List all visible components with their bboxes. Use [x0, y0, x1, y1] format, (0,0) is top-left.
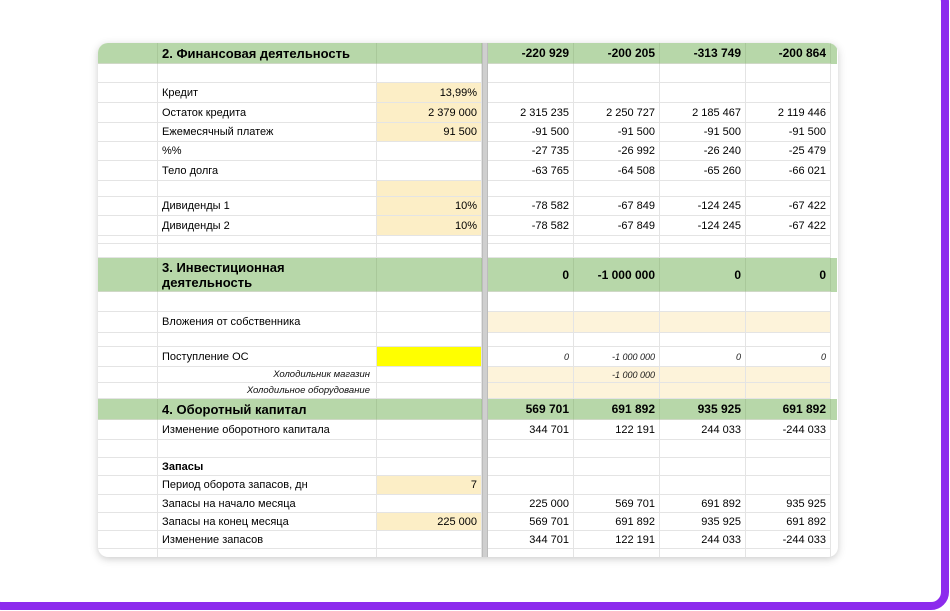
data-cell[interactable]: -244 033	[746, 531, 831, 549]
label-cell[interactable]	[158, 440, 377, 458]
frozen-pane-divider[interactable]	[482, 43, 488, 557]
row-gutter-cell[interactable]	[98, 258, 158, 292]
input-value-cell[interactable]: 7	[377, 476, 482, 495]
table-row	[98, 216, 838, 236]
data-cell[interactable]	[488, 476, 574, 495]
row-gutter-cell[interactable]	[98, 333, 158, 347]
row-gutter-cell[interactable]	[98, 476, 158, 495]
spreadsheet-grid	[98, 43, 838, 557]
table-row	[98, 161, 838, 181]
data-cell[interactable]: -91 500	[660, 123, 746, 142]
data-cell[interactable]: 691 892	[660, 495, 746, 513]
data-cell[interactable]: -67 422	[746, 197, 831, 216]
input-value-cell[interactable]	[377, 549, 482, 557]
input-value-cell[interactable]	[377, 312, 482, 333]
table-row	[98, 244, 838, 258]
data-cell[interactable]	[746, 549, 831, 557]
row-gutter-cell[interactable]	[98, 367, 158, 383]
data-cell[interactable]	[746, 83, 831, 103]
data-cell[interactable]	[488, 383, 574, 399]
row-gutter-cell[interactable]	[98, 142, 158, 161]
row-gutter-cell[interactable]	[98, 197, 158, 216]
data-cell[interactable]: 225 000	[488, 495, 574, 513]
edge-filler	[831, 123, 837, 142]
edge-filler	[831, 64, 837, 83]
data-cell[interactable]	[574, 83, 660, 103]
data-cell[interactable]: 691 892	[574, 399, 660, 420]
row-gutter-cell[interactable]	[98, 236, 158, 244]
data-cell[interactable]	[746, 367, 831, 383]
data-cell[interactable]	[660, 83, 746, 103]
section-row	[98, 399, 838, 420]
data-cell[interactable]: 935 925	[660, 513, 746, 531]
data-cell[interactable]: 122 191	[574, 531, 660, 549]
table-row	[98, 181, 838, 197]
edge-filler	[831, 458, 837, 476]
table-row	[98, 103, 838, 123]
data-cell[interactable]	[488, 440, 574, 458]
label-cell[interactable]: Запасы	[158, 458, 377, 476]
row-gutter-cell[interactable]	[98, 43, 158, 64]
edge-filler	[831, 531, 837, 549]
data-cell[interactable]: 569 701	[488, 399, 574, 420]
data-cell[interactable]: -67 849	[574, 197, 660, 216]
data-cell[interactable]	[746, 244, 831, 258]
data-cell[interactable]: 344 701	[488, 420, 574, 440]
edge-filler	[831, 399, 837, 420]
label-cell[interactable]: Холодильник магазин	[158, 367, 377, 383]
label-cell[interactable]: Дивиденды 1	[158, 197, 377, 216]
edge-filler	[831, 495, 837, 513]
edge-filler	[831, 420, 837, 440]
edge-filler	[831, 197, 837, 216]
data-cell[interactable]	[746, 440, 831, 458]
input-value-cell[interactable]	[377, 531, 482, 549]
data-cell[interactable]: -67 849	[574, 216, 660, 236]
table-row	[98, 458, 838, 476]
table-row	[98, 83, 838, 103]
edge-filler	[831, 312, 837, 333]
data-cell[interactable]	[574, 236, 660, 244]
data-cell[interactable]	[660, 64, 746, 83]
data-cell[interactable]	[488, 312, 574, 333]
input-value-cell[interactable]	[377, 161, 482, 181]
label-cell[interactable]: Тело долга	[158, 161, 377, 181]
data-cell[interactable]: -200 205	[574, 43, 660, 64]
data-cell[interactable]: -91 500	[574, 123, 660, 142]
edge-filler	[831, 216, 837, 236]
data-cell[interactable]	[574, 292, 660, 312]
row-gutter-cell[interactable]	[98, 399, 158, 420]
edge-filler	[831, 236, 837, 244]
data-cell[interactable]: -67 422	[746, 216, 831, 236]
label-cell[interactable]	[158, 333, 377, 347]
data-cell[interactable]: 935 925	[660, 399, 746, 420]
table-row	[98, 123, 838, 142]
data-cell[interactable]: -63 765	[488, 161, 574, 181]
input-value-cell[interactable]	[377, 64, 482, 83]
section-title-cell[interactable]: 2. Финансовая деятельность	[158, 43, 377, 64]
table-row	[98, 292, 838, 312]
input-value-cell[interactable]	[377, 258, 482, 292]
data-cell[interactable]	[574, 440, 660, 458]
data-cell[interactable]: -64 508	[574, 161, 660, 181]
label-cell[interactable]: Период оборота запасов, дн	[158, 476, 377, 495]
data-cell[interactable]	[746, 476, 831, 495]
label-cell[interactable]: Запасы на начало месяца	[158, 495, 377, 513]
data-cell[interactable]	[574, 333, 660, 347]
data-cell[interactable]: 122 191	[574, 420, 660, 440]
data-cell[interactable]	[746, 236, 831, 244]
data-cell[interactable]	[574, 181, 660, 197]
data-cell[interactable]: -124 245	[660, 197, 746, 216]
label-cell[interactable]: Холодильное оборудование	[158, 383, 377, 399]
data-cell[interactable]: -25 479	[746, 142, 831, 161]
data-cell[interactable]: 569 701	[574, 495, 660, 513]
data-cell[interactable]: 0	[660, 258, 746, 292]
input-value-cell[interactable]: 10%	[377, 216, 482, 236]
data-cell[interactable]	[660, 244, 746, 258]
row-gutter-cell[interactable]	[98, 312, 158, 333]
label-cell[interactable]	[158, 244, 377, 258]
highlighted-input-cell[interactable]	[377, 347, 482, 367]
table-row	[98, 312, 838, 333]
edge-filler	[831, 43, 837, 64]
row-gutter-cell[interactable]	[98, 440, 158, 458]
data-cell[interactable]: 935 925	[746, 495, 831, 513]
label-cell[interactable]	[158, 292, 377, 312]
data-cell[interactable]	[746, 333, 831, 347]
row-gutter-cell[interactable]	[98, 64, 158, 83]
input-value-cell[interactable]: 91 500	[377, 123, 482, 142]
table-row	[98, 367, 838, 383]
label-cell[interactable]	[158, 181, 377, 197]
data-cell[interactable]	[488, 236, 574, 244]
input-value-cell[interactable]: 225 000	[377, 513, 482, 531]
data-cell[interactable]	[574, 312, 660, 333]
data-cell[interactable]	[660, 312, 746, 333]
edge-filler	[831, 142, 837, 161]
edge-filler	[831, 549, 837, 557]
input-value-cell[interactable]	[377, 399, 482, 420]
input-value-cell[interactable]	[377, 333, 482, 347]
data-cell[interactable]: -27 735	[488, 142, 574, 161]
data-cell[interactable]	[746, 458, 831, 476]
input-value-cell[interactable]	[377, 244, 482, 258]
row-gutter-cell[interactable]	[98, 292, 158, 312]
row-gutter-cell[interactable]	[98, 244, 158, 258]
data-cell[interactable]: -220 929	[488, 43, 574, 64]
table-row	[98, 495, 838, 513]
label-cell[interactable]: Вложения от собственника	[158, 312, 377, 333]
data-cell[interactable]	[488, 333, 574, 347]
edge-filler	[831, 333, 837, 347]
data-cell[interactable]: 0	[660, 347, 746, 367]
input-value-cell[interactable]	[377, 367, 482, 383]
label-cell[interactable]: Кредит	[158, 83, 377, 103]
input-value-cell[interactable]: 10%	[377, 197, 482, 216]
data-cell[interactable]	[746, 181, 831, 197]
input-value-cell[interactable]	[377, 440, 482, 458]
edge-filler	[831, 161, 837, 181]
row-gutter-cell[interactable]	[98, 83, 158, 103]
data-cell[interactable]: 244 033	[660, 531, 746, 549]
table-row	[98, 383, 838, 399]
table-row	[98, 64, 838, 83]
row-gutter-cell[interactable]	[98, 495, 158, 513]
edge-filler	[831, 83, 837, 103]
data-cell[interactable]	[574, 383, 660, 399]
input-value-cell[interactable]	[377, 236, 482, 244]
data-cell[interactable]: -91 500	[746, 123, 831, 142]
data-cell[interactable]	[574, 549, 660, 557]
label-cell[interactable]: Изменение оборотного капитала	[158, 420, 377, 440]
data-cell[interactable]	[574, 244, 660, 258]
data-cell[interactable]: 0	[488, 258, 574, 292]
label-cell[interactable]: Ежемесячный платеж	[158, 123, 377, 142]
label-cell[interactable]: Остаток кредита	[158, 103, 377, 123]
data-cell[interactable]	[660, 367, 746, 383]
data-cell[interactable]	[660, 181, 746, 197]
data-cell[interactable]: 2 119 446	[746, 103, 831, 123]
row-gutter-cell[interactable]	[98, 549, 158, 557]
label-cell[interactable]: Дивиденды 2	[158, 216, 377, 236]
row-gutter-cell[interactable]	[98, 347, 158, 367]
table-row	[98, 420, 838, 440]
data-cell[interactable]: 691 892	[746, 513, 831, 531]
data-cell[interactable]	[746, 292, 831, 312]
data-cell[interactable]: -78 582	[488, 197, 574, 216]
data-cell[interactable]	[488, 181, 574, 197]
data-cell[interactable]: 2 185 467	[660, 103, 746, 123]
row-gutter-cell[interactable]	[98, 383, 158, 399]
label-cell[interactable]: %%	[158, 142, 377, 161]
data-cell[interactable]: -65 260	[660, 161, 746, 181]
data-cell[interactable]	[746, 64, 831, 83]
data-cell[interactable]: 0	[488, 347, 574, 367]
edge-filler	[831, 258, 837, 292]
row-gutter-cell[interactable]	[98, 161, 158, 181]
edge-filler	[831, 244, 837, 258]
input-value-cell[interactable]	[377, 142, 482, 161]
edge-filler	[831, 181, 837, 197]
data-cell[interactable]	[488, 367, 574, 383]
input-value-cell[interactable]	[377, 458, 482, 476]
data-cell[interactable]	[660, 292, 746, 312]
label-cell[interactable]: Изменение запасов	[158, 531, 377, 549]
edge-filler	[831, 103, 837, 123]
input-value-cell[interactable]	[377, 495, 482, 513]
table-row	[98, 333, 838, 347]
input-value-cell[interactable]	[377, 420, 482, 440]
spreadsheet-card	[98, 43, 838, 557]
row-gutter-cell[interactable]	[98, 513, 158, 531]
data-cell[interactable]	[660, 440, 746, 458]
row-gutter-cell[interactable]	[98, 123, 158, 142]
table-row	[98, 549, 838, 557]
data-cell[interactable]: 244 033	[660, 420, 746, 440]
label-cell[interactable]	[158, 549, 377, 557]
row-gutter-cell[interactable]	[98, 103, 158, 123]
row-gutter-cell[interactable]	[98, 216, 158, 236]
data-cell[interactable]	[488, 83, 574, 103]
data-cell[interactable]	[574, 476, 660, 495]
data-cell[interactable]: -124 245	[660, 216, 746, 236]
input-value-cell[interactable]: 13,99%	[377, 83, 482, 103]
edge-filler	[831, 367, 837, 383]
row-gutter-cell[interactable]	[98, 458, 158, 476]
data-cell[interactable]: -244 033	[746, 420, 831, 440]
table-row	[98, 197, 838, 216]
data-cell[interactable]: 569 701	[488, 513, 574, 531]
data-cell[interactable]: 691 892	[574, 513, 660, 531]
edge-filler	[831, 347, 837, 367]
data-cell[interactable]: -26 240	[660, 142, 746, 161]
section-title-cell[interactable]: 3. Инвестиционная деятельность	[158, 258, 377, 292]
data-cell[interactable]	[574, 64, 660, 83]
label-cell[interactable]	[158, 64, 377, 83]
data-cell[interactable]	[746, 312, 831, 333]
table-row	[98, 513, 838, 531]
data-cell[interactable]	[660, 236, 746, 244]
data-cell[interactable]: -1 000 000	[574, 367, 660, 383]
data-cell[interactable]	[574, 458, 660, 476]
input-value-cell[interactable]	[377, 43, 482, 64]
data-cell[interactable]: 344 701	[488, 531, 574, 549]
data-cell[interactable]	[488, 64, 574, 83]
label-cell[interactable]: Запасы на конец месяца	[158, 513, 377, 531]
data-cell[interactable]: 2 315 235	[488, 103, 574, 123]
row-gutter-cell[interactable]	[98, 531, 158, 549]
table-row	[98, 440, 838, 458]
table-row	[98, 347, 838, 367]
data-cell[interactable]: 0	[746, 258, 831, 292]
data-cell[interactable]	[660, 549, 746, 557]
data-cell[interactable]	[488, 244, 574, 258]
label-cell[interactable]	[158, 236, 377, 244]
data-cell[interactable]: -1 000 000	[574, 347, 660, 367]
table-row	[98, 531, 838, 549]
table-row	[98, 476, 838, 495]
label-cell[interactable]: Поступление ОС	[158, 347, 377, 367]
row-gutter-cell[interactable]	[98, 181, 158, 197]
data-cell[interactable]: 691 892	[746, 399, 831, 420]
table-row	[98, 236, 838, 244]
data-cell[interactable]	[488, 292, 574, 312]
edge-filler	[831, 292, 837, 312]
data-cell[interactable]: -1 000 000	[574, 258, 660, 292]
data-cell[interactable]: 2 250 727	[574, 103, 660, 123]
data-cell[interactable]	[488, 458, 574, 476]
data-cell[interactable]	[488, 549, 574, 557]
section-row	[98, 258, 838, 292]
data-cell[interactable]: -91 500	[488, 123, 574, 142]
table-row	[98, 142, 838, 161]
input-value-cell[interactable]	[377, 181, 482, 197]
row-gutter-cell[interactable]	[98, 420, 158, 440]
input-value-cell[interactable]	[377, 383, 482, 399]
edge-filler	[831, 513, 837, 531]
data-cell[interactable]: -78 582	[488, 216, 574, 236]
data-cell[interactable]	[660, 458, 746, 476]
section-title-cell[interactable]: 4. Оборотный капитал	[158, 399, 377, 420]
edge-filler	[831, 383, 837, 399]
data-cell[interactable]	[660, 383, 746, 399]
data-cell[interactable]: -66 021	[746, 161, 831, 181]
data-cell[interactable]	[660, 333, 746, 347]
edge-filler	[831, 440, 837, 458]
data-cell[interactable]: 0	[746, 347, 831, 367]
input-value-cell[interactable]: 2 379 000	[377, 103, 482, 123]
data-cell[interactable]: -200 864	[746, 43, 831, 64]
edge-filler	[831, 476, 837, 495]
data-cell[interactable]: -26 992	[574, 142, 660, 161]
data-cell[interactable]	[660, 476, 746, 495]
section-row	[98, 43, 838, 64]
data-cell[interactable]: -313 749	[660, 43, 746, 64]
data-cell[interactable]	[746, 383, 831, 399]
input-value-cell[interactable]	[377, 292, 482, 312]
